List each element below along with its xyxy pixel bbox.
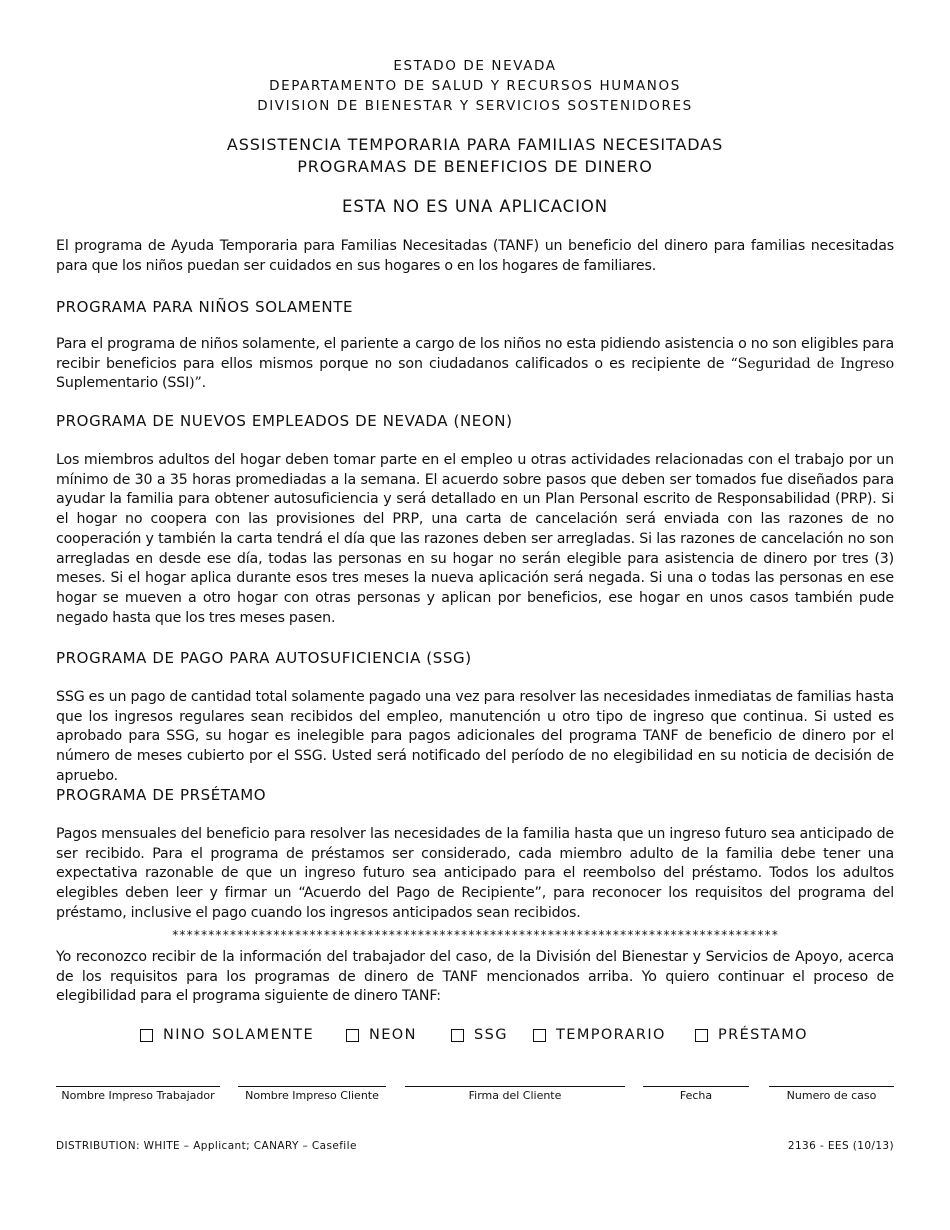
document-title <box>0 134 950 178</box>
asterisk-separator: ************************************************************************************ <box>171 928 779 942</box>
option-nino-solamente[interactable] <box>140 1027 314 1043</box>
title-line-2: PROGRAMAS DE BENEFICIOS DE DINERO <box>297 157 653 176</box>
signature-field-worker-name[interactable]: Nombre Impreso Trabajador <box>56 1086 220 1102</box>
option-ssg[interactable] <box>451 1027 508 1043</box>
checkbox-neon[interactable] <box>346 1029 359 1042</box>
option-label: TEMPORARIO <box>556 1027 666 1043</box>
checkbox-nino-solamente[interactable] <box>140 1029 153 1042</box>
option-neon[interactable] <box>346 1027 417 1043</box>
option-prestamo[interactable] <box>695 1027 808 1043</box>
section-heading-ssg: PROGRAMA DE PAGO PARA AUTOSUFICIENCIA (SSG) <box>56 649 472 667</box>
child-only-text-c: Suplementario (SSI <box>56 375 190 392</box>
footer-form-number: 2136 - EES (10/13) <box>787 1140 894 1152</box>
section-body-neon: Los miembros adultos del hogar deben tomar parte en el empleo u otras actividades relacionadas con el trabajo por un mínimo de 30 a 35 horas promediadas a la semana. El acuerdo sobre pasos que deben ser tomados fue diseñados para ayudar la familia para obtener autosuficiencia y será detallado en un Plan Personal escrito de Responsabilidad (PRP). Si el hogar no coopera con las provisiones del PRP, una carta de cancelación será enviada con las razones de no cooperación y también la carta tendrá el día que las razones deben ser arregladas. Si las razones de cancelación no son arregladas en desde ese día, todas las personas en su hogar no serán elegible para asistencia de dinero por tres (3) meses. Si el hogar aplica durante esos tres meses la nueva aplicación será negada. Si una o todas las personas en ese hogar se mueven a otro hogar con otras personas y aplican por beneficios, ese hogar en unos casos también pude negado hasta que los tres meses pasen. <box>56 452 894 626</box>
section-heading-neon: PROGRAMA DE NUEVOS EMPLEADOS DE NEVADA (NEON) <box>56 412 513 430</box>
title-line-1: ASSISTENCIA TEMPORARIA PARA FAMILIAS NECESITADAS <box>226 135 724 154</box>
option-label: SSG <box>474 1027 508 1043</box>
header-department: DEPARTAMENTO DE SALUD Y RECURSOS HUMANOS <box>269 78 681 94</box>
child-only-text-b: “Seguridad de Ingreso <box>730 355 894 372</box>
option-label: NINO SOLAMENTE <box>163 1027 315 1043</box>
section-body-loan: Pagos mensuales del beneficio para resolver las necesidades de la familia hasta que un ingreso futuro sea anticipado de ser recibido. Para el programa de préstamos ser considerado, cada miembro adulto de la familia debe tener una expectativa razonable de que un ingreso futuro sea anticipado para el reembolso del préstamo. Todos los adultos elegibles deben leer y firmar un “Acuerdo del Pago de Recipiente”, para reconocer los requisitos del programa del préstamo, inclusive el pago cuando los ingresos anticipados sean recibidos. <box>56 826 894 921</box>
child-only-text-a: Para el programa de niños solamente, el pariente a cargo de los niños no esta pidiendo asistencia o no son eligibles para recibir beneficios para ellos mismos porque no son ciudadanos calificados o es recipiente de <box>56 336 894 372</box>
option-temporario[interactable] <box>533 1027 666 1043</box>
signature-field-client-name[interactable]: Nombre Impreso Cliente <box>238 1086 386 1102</box>
checkbox-ssg[interactable] <box>451 1029 464 1042</box>
program-options <box>0 1027 950 1047</box>
signature-field-client-signature[interactable]: Firma del Cliente <box>405 1086 625 1102</box>
acknowledgement-paragraph: Yo reconozco recibir de la información del trabajador del caso, de la División del Bienestar y Servicios de Apoyo, acerca de los requisitos para los programas de dinero de TANF mencionados arriba. Yo quiero continuar el proceso de elegibilidad para el programa siguiente de dinero TANF: <box>56 949 894 1005</box>
checkbox-temporario[interactable] <box>533 1029 546 1042</box>
footer-distribution: DISTRIBUTION: WHITE – Applicant; CANARY – Casefile <box>56 1140 357 1152</box>
checkbox-prestamo[interactable] <box>695 1029 708 1042</box>
option-label: NEON <box>369 1027 417 1043</box>
not-application-notice: ESTA NO ES UNA APLICACION <box>342 197 608 216</box>
child-only-text-d: )”. <box>189 375 207 392</box>
section-heading-child-only: PROGRAMA PARA NIÑOS SOLAMENTE <box>56 298 354 316</box>
header-division: DIVISION DE BIENESTAR Y SERVICIOS SOSTENIDORES <box>257 98 693 114</box>
signature-field-date[interactable]: Fecha <box>643 1086 749 1102</box>
intro-paragraph: El programa de Ayuda Temporaria para Familias Necesitadas (TANF) un beneficio del dinero para familias necesitadas para que los niños puedan ser cuidados en sus hogares o en los hogares de familiares. <box>56 238 894 274</box>
signature-field-case-number[interactable]: Numero de caso <box>769 1086 894 1102</box>
option-label: PRÉSTAMO <box>718 1027 808 1043</box>
section-body-ssg: SSG es un pago de cantidad total solamente pagado una vez para resolver las necesidades inmediatas de familias hasta que los ingresos regulares sean recibidos del empleo, manutención u otro tipo de ingreso que continua. Si usted es aprobado para SSG, su hogar es inelegible para pagos adicionales del programa TANF de beneficio de dinero por el número de meses cubierto por el SSG. Usted será notificado del período de no elegibilidad en su noticia de decisión de apruebo. <box>56 689 894 784</box>
header-state: ESTADO DE NEVADA <box>393 58 557 74</box>
section-heading-loan: PROGRAMA DE PRSÉTAMO <box>56 786 267 804</box>
agency-header <box>0 56 950 116</box>
section-body-child-only <box>56 335 894 394</box>
